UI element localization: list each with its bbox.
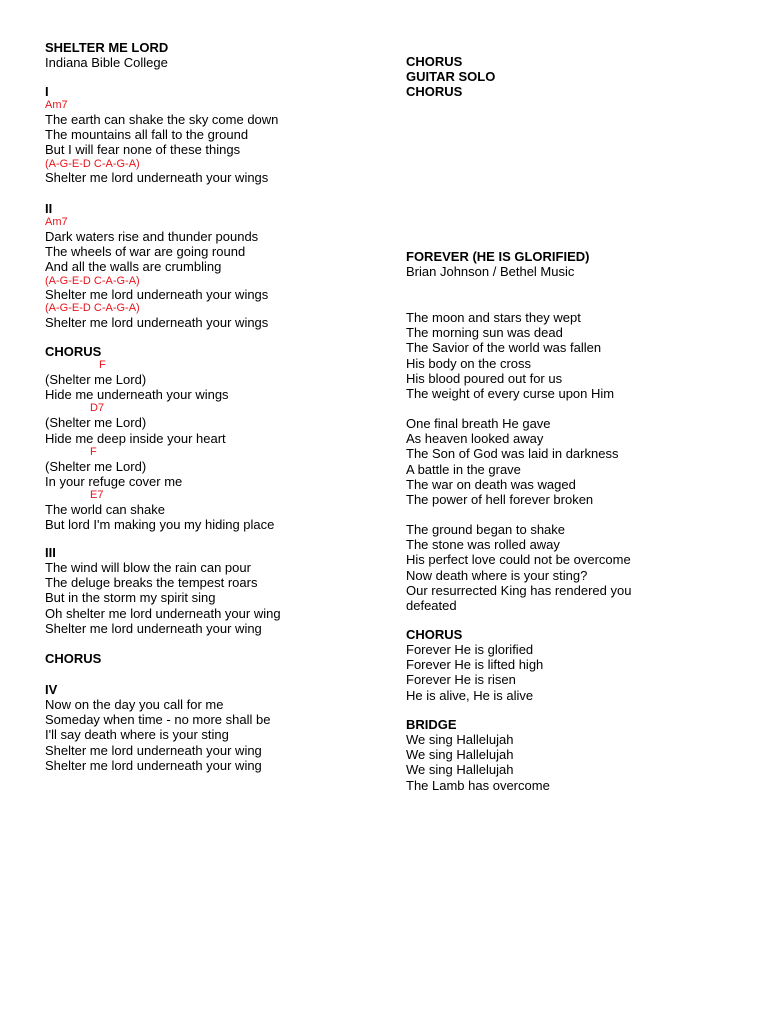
lyric-line: And all the walls are crumbling [45, 259, 222, 275]
chord-e7: E7 [90, 489, 104, 502]
lyric-line: (Shelter me Lord) [45, 415, 147, 431]
lyric-line: Shelter me lord underneath your wings [45, 287, 269, 303]
lyric-line: His body on the cross [406, 355, 532, 371]
lyric-line: But I will fear none of these things [45, 142, 241, 158]
lyric-line: Dark waters rise and thunder pounds [45, 229, 259, 244]
lyric-line: His blood poured out for us [406, 370, 563, 386]
song2-chorus [406, 627, 543, 703]
order-chorus: CHORUS [406, 54, 463, 69]
lyric-line: In your refuge cover me [45, 473, 183, 489]
verse-2 [45, 201, 268, 330]
lyric-line: Shelter me lord underneath your wing [45, 620, 262, 636]
bridge-label: BRIDGE [406, 717, 457, 732]
song2-author: Brian Johnson / Bethel Music [406, 264, 575, 279]
lyric-line: Now on the day you call for me [45, 697, 224, 712]
lyric-line: (Shelter me Lord) [45, 372, 147, 387]
chord-am7: Am7 [45, 216, 68, 228]
verse-4 [45, 682, 270, 773]
song2-verse-3 [406, 522, 631, 613]
chord-f: F [90, 445, 97, 458]
lyric-line: His perfect love could not be overcome [406, 552, 631, 568]
lyric-line: The moon and stars they wept [406, 310, 581, 325]
lyric-line: The power of hell forever broken [406, 491, 594, 507]
lyric-line: Our resurrected King has rendered you [406, 582, 632, 598]
lyric-line: The mountains all fall to the ground [45, 127, 249, 143]
lyric-line: Shelter me lord underneath your wing [45, 757, 262, 773]
chord-run: (A-G-E-D C-A-G-A) [45, 274, 140, 287]
lyric-line: The wind will blow the rain can pour [45, 560, 251, 575]
chord-f: F [99, 359, 106, 371]
verse-1 [45, 84, 278, 185]
lyric-line: The earth can shake the sky come down [45, 112, 279, 127]
lyric-line: The war on death was waged [406, 476, 576, 492]
lyric-line: But lord I'm making you my hiding place [45, 517, 275, 533]
lyric-line: Oh shelter me lord underneath your wing [45, 605, 281, 621]
verse-4-label: IV [45, 682, 58, 697]
verse-2-label: II [45, 201, 53, 216]
lyric-line: One final breath He gave [406, 416, 551, 431]
lyric-line: defeated [406, 597, 457, 613]
lyric-line: A battle in the grave [406, 461, 521, 477]
chorus-label: CHORUS [406, 627, 463, 642]
order-chorus: CHORUS [406, 84, 463, 99]
chorus-label: CHORUS [45, 344, 102, 359]
lyric-line: The deluge breaks the tempest roars [45, 575, 258, 591]
lyric-line: The morning sun was dead [406, 325, 563, 341]
song1-header [45, 40, 168, 70]
lyric-line: Forever He is risen [406, 672, 516, 688]
lyric-line: But in the storm my spirit sing [45, 590, 216, 606]
lyric-line: Shelter me lord underneath your wings [45, 314, 269, 330]
song2-verse-2 [406, 416, 618, 507]
lyric-line: Hide me underneath your wings [45, 387, 229, 403]
song2-verse-1 [406, 310, 614, 401]
lyric-line: Forever He is lifted high [406, 657, 544, 673]
song1-author: Indiana Bible College [45, 55, 168, 70]
lyric-line: As heaven looked away [406, 431, 544, 447]
lyric-line: The stone was rolled away [406, 537, 560, 553]
lyric-line: The Savior of the world was fallen [406, 340, 602, 356]
lyric-line: We sing Hallelujah [406, 747, 514, 763]
chord-run: (A-G-E-D C-A-G-A) [45, 302, 140, 315]
lyric-line: The Lamb has overcome [406, 777, 550, 793]
song2-bridge [406, 717, 550, 793]
lyric-line: Someday when time - no more shall be [45, 712, 271, 728]
order-guitar-solo: GUITAR SOLO [406, 69, 496, 84]
verse-1-label: I [45, 84, 49, 99]
verse-3-label: III [45, 545, 56, 560]
song2-title: FOREVER (HE IS GLORIFIED) [406, 249, 590, 264]
chord-run: (A-G-E-D C-A-G-A) [45, 157, 140, 170]
lyric-line: We sing Hallelujah [406, 732, 514, 747]
lyric-line: Shelter me lord underneath your wings [45, 170, 269, 186]
song1-title: SHELTER ME LORD [45, 40, 169, 55]
chorus-2 [45, 651, 101, 666]
lyric-line: Hide me deep inside your heart [45, 430, 226, 446]
lyric-line: The ground began to shake [406, 522, 566, 537]
chorus-1 [45, 344, 274, 533]
lyric-line: (Shelter me Lord) [45, 458, 147, 474]
lyric-line: The wheels of war are going round [45, 244, 246, 260]
verse-3 [45, 545, 281, 636]
chord-am7: Am7 [45, 99, 68, 111]
lyric-line: Shelter me lord underneath your wing [45, 742, 262, 758]
lyric-line: The Son of God was laid in darkness [406, 446, 619, 462]
lyric-line: I'll say death where is your sting [45, 727, 229, 743]
chorus-label: CHORUS [45, 651, 102, 666]
lyric-line: The weight of every curse upon Him [406, 385, 615, 401]
chord-d7: D7 [90, 402, 105, 415]
lyric-line: Now death where is your sting? [406, 567, 588, 583]
lyric-line: The world can shake [45, 502, 165, 518]
song-order [406, 54, 495, 99]
lyric-line: He is alive, He is alive [406, 687, 534, 703]
lyric-line: Forever He is glorified [406, 642, 534, 657]
song2-header [406, 249, 589, 279]
lyric-line: We sing Hallelujah [406, 762, 514, 778]
